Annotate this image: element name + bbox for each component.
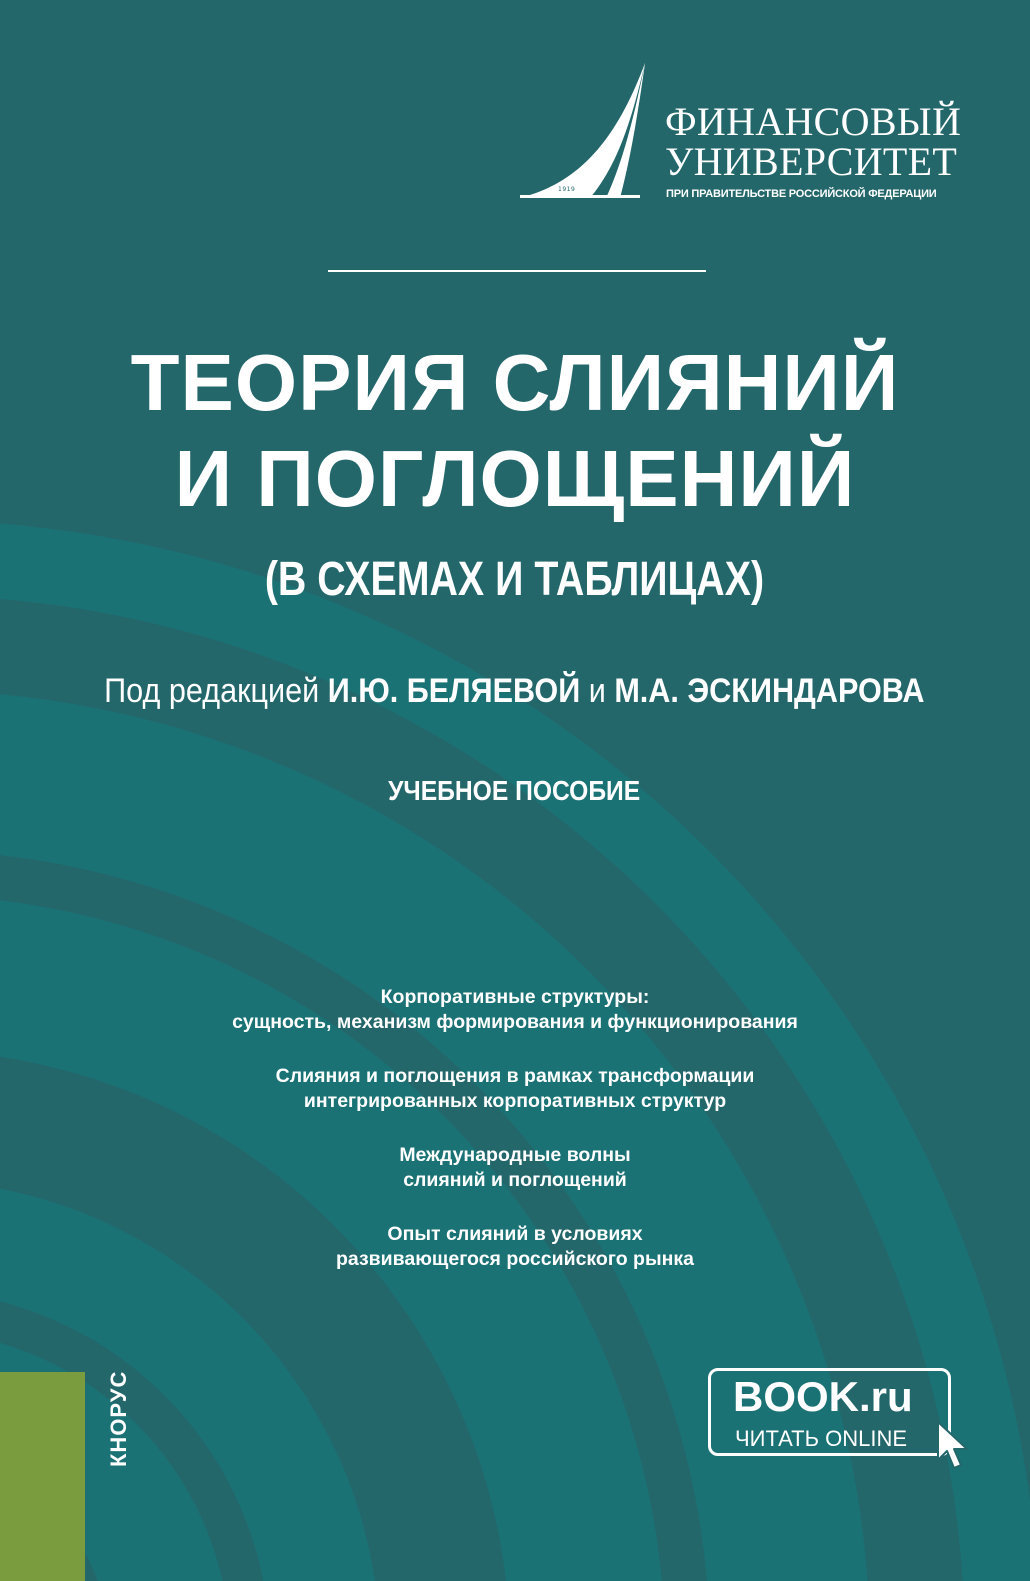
logo-year: 1919 <box>558 186 576 193</box>
topic-item <box>0 985 1030 1035</box>
title-line2: И ПОГЛОЩЕНИЙ <box>174 434 856 523</box>
topic-line: Корпоративные структуры: <box>380 986 650 1008</box>
topic-line: Опыт слияний в условиях <box>387 1223 643 1245</box>
university-name <box>665 99 975 184</box>
cursor-icon <box>934 1420 974 1472</box>
book-title <box>0 335 1030 527</box>
topic-line: Слияния и поглощения в рамках трансформации <box>275 1065 755 1087</box>
book-ru-logo: BOOK.ru <box>733 1373 913 1420</box>
topic-line: слияний и поглощений <box>403 1169 627 1191</box>
book-ru-badge[interactable] <box>708 1368 951 1456</box>
editor-1: И.Ю. БЕЛЯЕВОЙ <box>327 672 581 710</box>
accent-block <box>0 1372 85 1581</box>
university-name-line2: УНИВЕРСИТЕТ <box>665 139 958 184</box>
topic-item <box>0 1143 1030 1193</box>
university-emblem-icon <box>520 58 655 203</box>
university-subtitle: ПРИ ПРАВИТЕЛЬСТВЕ РОССИЙСКОЙ ФЕДЕРАЦИИ <box>666 188 937 200</box>
university-name-line1: ФИНАНСОВЫЙ <box>665 99 962 144</box>
topic-line: интегрированных корпоративных структур <box>303 1090 727 1112</box>
title-line1: ТЕОРИЯ СЛИЯНИЙ <box>130 338 900 427</box>
topic-item <box>0 1222 1030 1272</box>
divider <box>328 270 706 272</box>
editor-2: М.А. ЭСКИНДАРОВА <box>614 672 925 710</box>
university-logo <box>520 58 970 208</box>
topic-line: сущность, механизм формирования и функционирования <box>232 1011 798 1033</box>
read-online-label: ЧИТАТЬ ONLINE <box>735 1426 908 1451</box>
book-type: УЧЕБНОЕ ПОСОБИЕ <box>388 775 641 806</box>
editors-prefix: Под редакцией <box>104 672 320 710</box>
topic-line: развивающегося российского рынка <box>336 1248 694 1270</box>
topic-line: Международные волны <box>399 1144 631 1166</box>
editors-line <box>51 672 978 711</box>
book-subtitle: (В СХЕМАХ И ТАБЛИЦАХ) <box>264 553 765 606</box>
topics-list <box>0 985 1030 1301</box>
publisher-name: КНОРУС <box>106 1370 131 1467</box>
topic-item <box>0 1064 1030 1114</box>
editors-conjunction: и <box>588 672 606 710</box>
